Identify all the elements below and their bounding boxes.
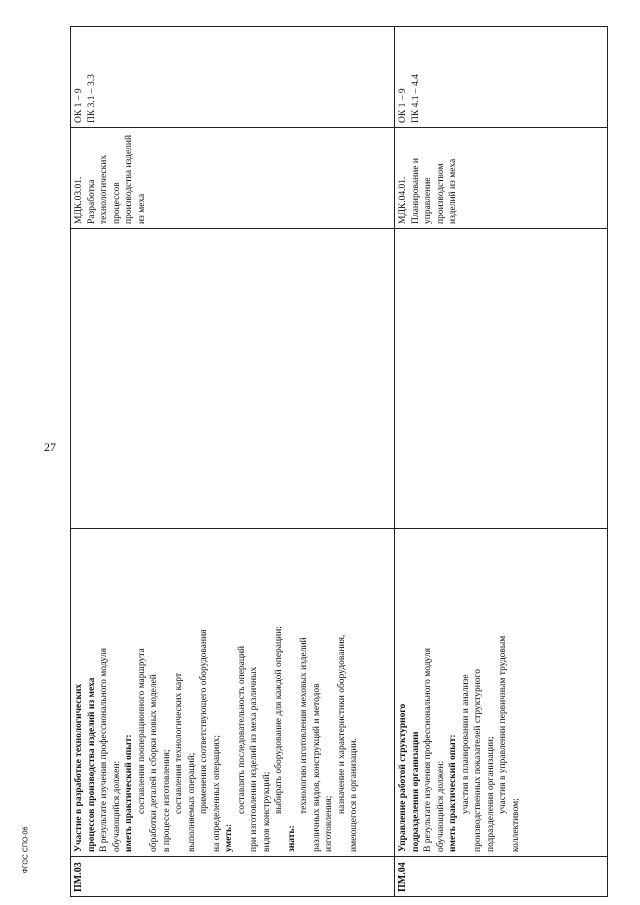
list-line: различных видов, конструкций и методов <box>311 683 322 852</box>
cell-line: процессов <box>111 182 122 224</box>
list-line: подразделения организации; <box>485 736 496 852</box>
cell-line: ПК 4.1 – 4.4 <box>410 74 421 123</box>
list-line: производственных показателей структурного <box>473 669 483 852</box>
skills-label: уметь: <box>224 823 234 852</box>
intro-line: В результате изучения профессионального модуля <box>99 648 109 852</box>
cell-line: Планирование и <box>410 158 421 224</box>
cell-line: ОК 1 – 9 <box>398 88 408 123</box>
competency-list <box>397 31 422 123</box>
list-line: составления технологических карт <box>174 672 184 814</box>
cell-line: ОК 1 – 9 <box>74 88 84 123</box>
list-line: при изготовлении изделий из меха различных <box>249 666 259 852</box>
cell-line: производством <box>435 163 446 224</box>
cell-line: производства изделий <box>124 134 134 224</box>
footer-text: ФГОС СПО-06 <box>22 826 30 874</box>
cell-line: технологических <box>99 154 109 224</box>
list-line: на определенных операциях; <box>211 735 222 852</box>
experience-list <box>460 533 523 852</box>
module-code-cell: ПМ.04 <box>395 857 608 897</box>
module-code-cell: ПМ.03 <box>71 857 395 897</box>
experience-label: иметь практический опыт: <box>448 734 458 852</box>
module-title-line: процессов производства изделий из меха <box>86 677 97 852</box>
intro-line: обучающийся должен: <box>111 760 122 852</box>
cell-line: МДК.03.01. Разработка <box>74 176 97 224</box>
list-line: изготовления; <box>324 795 334 852</box>
list-line: составлять последовательность операций <box>236 645 247 814</box>
module-description-cell <box>395 529 608 857</box>
list-line: имеющегося в организации. <box>349 738 359 852</box>
list-line: назначение и характеристики оборудования, <box>336 634 347 814</box>
skills-list <box>236 533 286 852</box>
cell-line: из меха <box>136 193 147 224</box>
list-line: обработки деталей и сборки новых моделей <box>149 674 159 852</box>
list-line: выполняемых операций; <box>186 752 197 852</box>
module-title-line: Участие в разработке технологических <box>74 683 84 852</box>
competency-list <box>73 31 98 123</box>
mdk-cell <box>71 128 395 229</box>
cell-line: управление <box>423 177 433 224</box>
page-number: 27 <box>44 440 56 454</box>
competency-cell <box>395 27 608 128</box>
list-line: технологию изготовления меховых изделий <box>299 637 309 814</box>
list-line: выбирать оборудование для каждой операции; <box>274 626 284 814</box>
footer <box>20 810 32 890</box>
list-line: видов конструкций; <box>261 771 272 852</box>
empty-cell <box>71 229 395 529</box>
module-description-cell <box>71 529 395 857</box>
mdk-list <box>397 132 460 224</box>
rotated-table-wrapper <box>70 27 607 897</box>
list-line: составления пооперационного маршрута <box>136 648 147 814</box>
competency-table <box>70 26 608 897</box>
list-line: применения соответствующего оборудования <box>199 629 209 814</box>
experience-list <box>136 533 224 852</box>
knowledge-list <box>298 533 361 852</box>
empty-cell <box>395 229 608 529</box>
list-line: коллективом; <box>510 798 521 852</box>
cell-line: ПК 3.1 – 3.3 <box>86 74 97 123</box>
module-title-line: подразделения организации <box>410 731 421 852</box>
experience-label: иметь практический опыт: <box>124 734 134 852</box>
knowledge-label: знать: <box>286 825 297 852</box>
cell-line: МДК.04.01. <box>398 176 408 224</box>
mdk-list <box>73 132 148 224</box>
list-line: участия в планировании и анализе <box>460 674 471 814</box>
module-title-line: Управление работой структурного <box>398 703 408 852</box>
mdk-cell <box>395 128 608 229</box>
list-line: в процессе изготовления; <box>161 749 172 852</box>
competency-cell <box>71 27 395 128</box>
cell-line: изделий из меха <box>448 158 458 224</box>
list-line: участия в управлении первичным трудовым <box>498 635 508 814</box>
table-row <box>71 27 395 897</box>
intro-line: В результате изучения профессионального модуля <box>423 648 433 852</box>
table-row <box>395 27 608 897</box>
intro-line: обучающийся должен: <box>435 760 446 852</box>
